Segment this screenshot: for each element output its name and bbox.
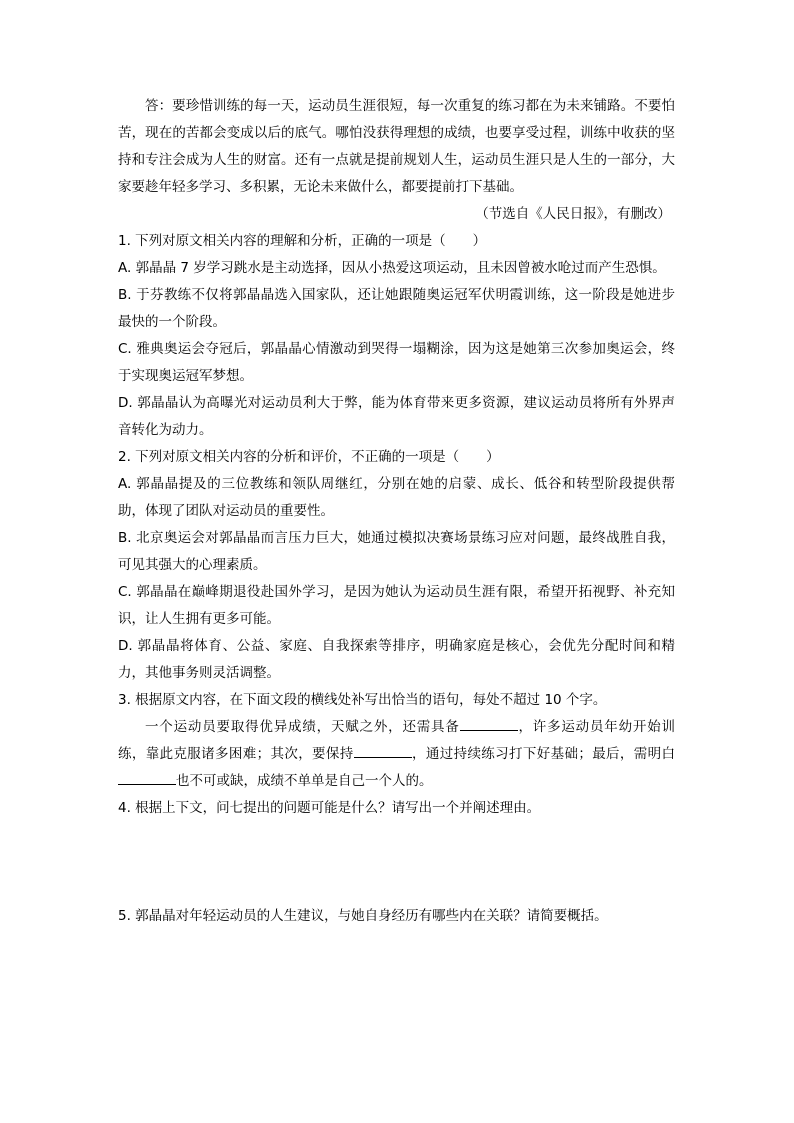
question-2-option-a: A. 郭晶晶提及的三位教练和领队周继红，分别在她的启蒙、成长、低谷和转型阶段提供帮助，体现了团队对运动员的重要性。 bbox=[118, 476, 675, 519]
question-1-option-d: D. 郭晶晶认为高曝光对运动员利大于弊，能为体育带来更多资源，建议运动员将所有外界声音转化为动力。 bbox=[118, 395, 675, 438]
answer-space bbox=[118, 822, 675, 876]
fill-blank-2[interactable] bbox=[354, 743, 412, 758]
question-3-stem: 3. 根据原文内容，在下面文段的横线处补写出恰当的语句，每处不超过 10 个字。 bbox=[118, 692, 607, 708]
fill-text-2: ，许多运动员年幼开始训练，靠此克服诸多困难；其次，要保持 bbox=[118, 719, 676, 762]
question-1-option-a: A. 郭晶晶 7 岁学习跳水是主动选择，因从小热爱这项运动，且未因曾被水呛过而产生恐惧。 bbox=[118, 260, 666, 276]
question-2-option-b: B. 北京奥运会对郭晶晶而言压力巨大，她通过模拟决赛场景练习应对问题，最终战胜自我，可见其强大的心理素质。 bbox=[118, 530, 675, 573]
fill-text-1: 一个运动员要取得优异成绩，天赋之外，还需具备 bbox=[145, 719, 460, 735]
question-5-stem: 5. 郭晶晶对年轻运动员的人生建议，与她自身经历有哪些内在关联？请简要概括。 bbox=[118, 908, 608, 924]
answer-paragraph: 答：要珍惜训练的每一天，运动员生涯很短，每一次重复的练习都在为未来铺路。不要怕苦，现在的苦都会变成以后的底气。哪怕没获得理想的成绩，也要享受过程，训练中收获的坚持和专注会成为人生的财富。还有一点就是提前规划人生，运动员生涯只是人生的一部分，大家要趁年轻多学习、多积累，无论未来做什么，都要提前打下基础。 bbox=[118, 98, 675, 195]
question-2-option-c: C. 郭晶晶在巅峰期退役赴国外学习，是因为她认为运动员生涯有限，希望开拓视野、补充知识，让人生拥有更多可能。 bbox=[118, 584, 675, 627]
question-2-option-d: D. 郭晶晶将体育、公益、家庭、自我探索等排序，明确家庭是核心，会优先分配时间和精力，其他事务则灵活调整。 bbox=[118, 638, 675, 681]
question-1-option-b: B. 于芬教练不仅将郭晶晶选入国家队，还让她跟随奥运冠军伏明霞训练，这一阶段是她进步最快的一个阶段。 bbox=[118, 287, 675, 330]
question-1-option-c: C. 雅典奥运会夺冠后，郭晶晶心情激动到哭得一塌糊涂，因为这是她第三次参加奥运会，终于实现奥运冠军梦想。 bbox=[118, 341, 675, 384]
question-3-fill-paragraph bbox=[118, 714, 675, 795]
question-2-stem: 2. 下列对原文相关内容的分析和评价，不正确的一项是（ ） bbox=[118, 449, 500, 465]
fill-text-4: 也不可或缺，成绩不单单是自己一个人的。 bbox=[176, 773, 433, 789]
fill-blank-3[interactable] bbox=[118, 770, 176, 785]
question-1-stem: 1. 下列对原文相关内容的理解和分析，正确的一项是（ ） bbox=[118, 233, 487, 249]
document-page bbox=[118, 93, 675, 930]
fill-text-3: ，通过持续练习打下好基础；最后，需明白 bbox=[411, 746, 676, 762]
question-4-stem: 4. 根据上下文，问七提出的问题可能是什么？请写出一个并阐述理由。 bbox=[118, 800, 541, 816]
source-citation: （节选自《人民日报》，有删改） bbox=[475, 206, 671, 222]
fill-blank-1[interactable] bbox=[460, 716, 518, 731]
